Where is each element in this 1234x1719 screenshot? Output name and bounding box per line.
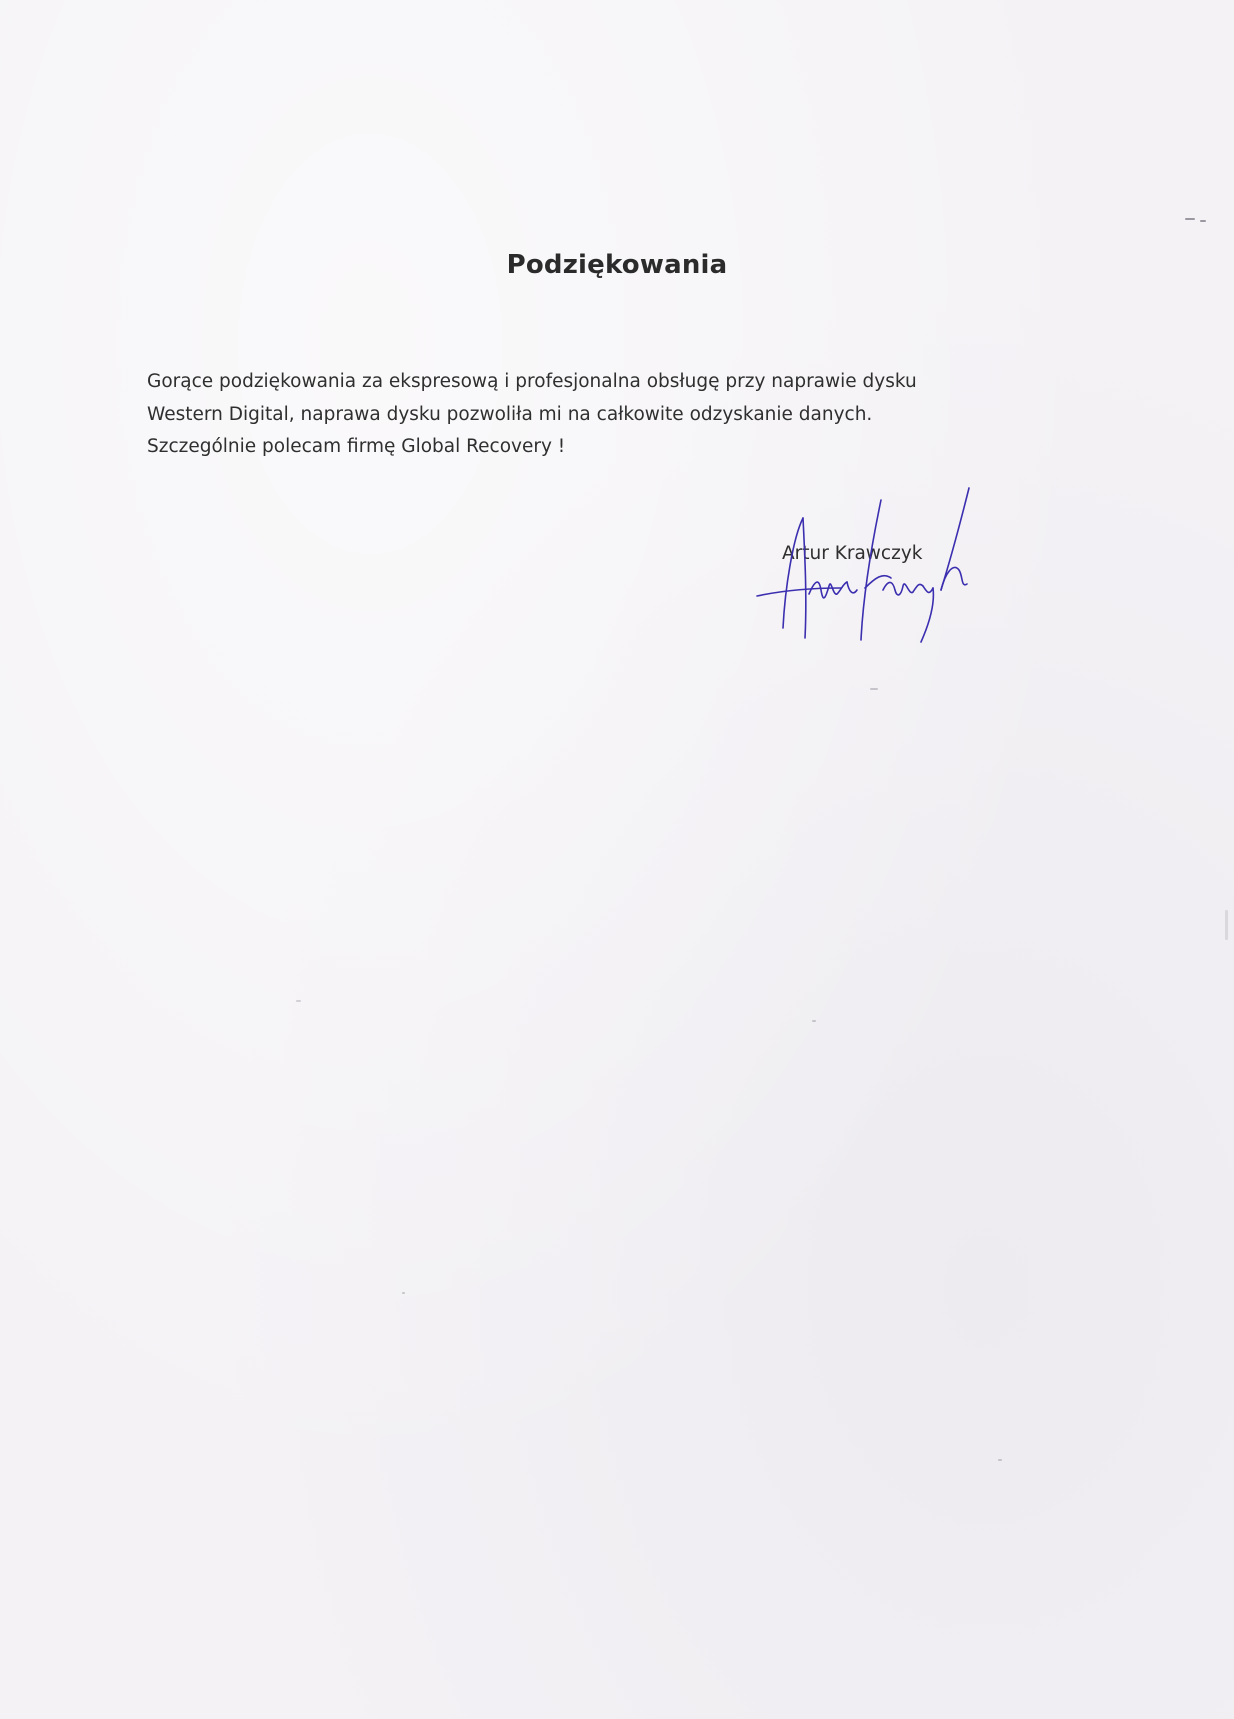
paper-speck [1185, 218, 1195, 220]
letter-body [147, 366, 1047, 464]
paper-speck [1225, 910, 1228, 940]
body-line: Western Digital, naprawa dysku pozwoliła mi na całkowite odzyskanie danych. [147, 403, 873, 425]
signer-name: Artur Krawczyk [782, 543, 923, 564]
body-line: Szczególnie polecam firmę Global Recovery ! [147, 436, 566, 457]
paper-speck [998, 1459, 1002, 1461]
paper-speck [296, 1000, 301, 1002]
body-line: Gorące podziękowania za ekspresową i profesjonalna obsługę przy naprawie dysku [147, 371, 917, 392]
handwritten-signature-icon [745, 478, 995, 648]
page-title: Podziękowania [506, 250, 728, 280]
paper-speck [870, 688, 878, 690]
paper-speck [402, 1292, 405, 1294]
paper-speck [1200, 220, 1206, 222]
paper-speck [812, 1020, 816, 1022]
